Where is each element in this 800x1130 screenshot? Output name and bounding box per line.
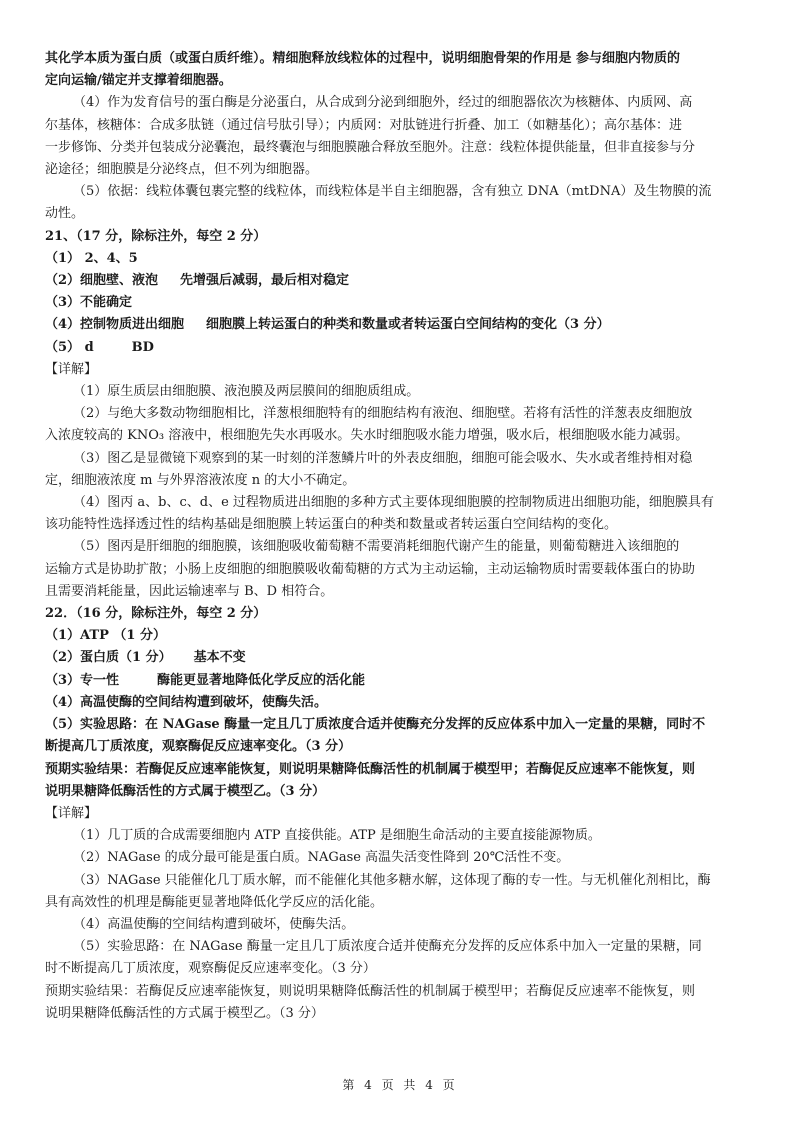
text-line: （2）与绝大多数动物细胞相比，洋葱根细胞特有的细胞结构有液泡、细胞壁。若将有活性的洋葱表皮细胞放 (73, 406, 693, 422)
text-line: 预期实验结果：若酶促反应速率能恢复，则说明果糖降低酶活性的机制属于模型甲；若酶促反应速率不能恢复，则 (45, 761, 696, 777)
answer-segment: 先增强后减弱，最后相对稳定 (180, 273, 350, 289)
text-line (45, 337, 761, 359)
text-line: 22．（16 分，除标注外，每空 2 分） (45, 606, 267, 622)
text-line: 运输方式是协助扩散；小肠上皮细胞的细胞膜吸收葡萄糖的方式为主动运输，主动运输物质时需要载体蛋白的协助 (45, 561, 696, 577)
text-line (45, 314, 761, 336)
text-line: （1）几丁质的合成需要细胞内 ATP 直接供能。ATP 是细胞生命活动的主要直接能源物质。 (73, 828, 601, 844)
text-line: 具有高效性的机理是酶能更显著地降低化学反应的活化能。 (45, 894, 384, 910)
answer-segment: 细胞膜上转运蛋白的种类和数量或者转运蛋白空间结构的变化（3 分） (206, 317, 610, 333)
text-line: 21、（17 分，除标注外，每空 2 分） (45, 228, 267, 244)
answer-page-body (45, 48, 761, 1025)
text-line (45, 670, 761, 692)
text-line: 预期实验结果：若酶促反应速率能恢复，则说明果糖降低酶活性的机制属于模型甲；若酶促反应速率不能恢复，则 (45, 983, 696, 999)
text-line: 一步修饰、分类并包装成分泌囊泡，最终囊泡与细胞膜融合释放至胞外。注意：线粒体提供能量，但非直接参与分 (45, 139, 696, 155)
text-line: （1）ATP （1 分） (45, 628, 166, 644)
text-line: （3）图乙是显微镜下观察到的某一时刻的洋葱鳞片叶的外表皮细胞，细胞可能会吸水、失水或者维持相对稳 (73, 450, 693, 466)
text-line: 动性。 (45, 206, 85, 222)
text-line: （4）高温使酶的空间结构遭到破坏，使酶失活。 (73, 916, 355, 932)
answer-segment: 酶能更显著地降低化学反应的活化能 (157, 672, 366, 688)
answer-segment: （3）专一性 (45, 672, 120, 688)
text-line: （1） 2、4、5 (45, 250, 138, 266)
text-line: 尔基体，核糖体：合成多肽链（通过信号肽引导）；内质网：对肽链进行折叠、加工（如糖基化）；高尔基体：进 (45, 117, 683, 133)
answer-segment: （5） d (45, 339, 94, 355)
text-line: （5）实验思路：在 NAGase 酶量一定且几丁质浓度合适并使酶充分发挥的反应体系中加入一定量的果糖，同 (73, 939, 702, 955)
text-line: （3）NAGase 只能催化几丁质水解，而不能催化其他多糖水解，这体现了酶的专一性。与无机催化剂相比，酶 (73, 872, 711, 888)
text-line: 且需要消耗能量，因此运输速率与 B、D 相符合。 (45, 583, 334, 599)
text-line: 【详解】 (45, 361, 98, 377)
text-line: 泌途径；细胞膜是分泌终点，但不列为细胞器。 (45, 162, 319, 178)
text-line: 入浓度较高的 KNO₃ 溶液中，根细胞先失水再吸水。失水时细胞吸水能力增强，吸水后，根细胞吸水能力减弱。 (45, 428, 689, 444)
text-line: （4）高温使酶的空间结构遭到破坏，使酶失活。 (45, 694, 328, 710)
text-line: （5）实验思路：在 NAGase 酶量一定且几丁质浓度合适并使酶充分发挥的反应体系中加入一定量的果糖，同时不 (45, 717, 706, 733)
text-line: （2）NAGase 的成分最可能是蛋白质。NAGase 高温失活变性降到 20℃活性不变。 (73, 850, 570, 866)
text-line: 断提高几丁质浓度，观察酶促反应速率变化。（3 分） (45, 739, 352, 755)
page-footer: 第 4 页 共 4 页 (342, 1078, 458, 1092)
text-line: （5）依据：线粒体囊包裹完整的线粒体，而线粒体是半自主细胞器，含有独立 DNA（mtDNA）及生物膜的流 (73, 184, 712, 200)
text-line: （1）原生质层由细胞膜、液泡膜及两层膜间的细胞质组成。 (73, 384, 420, 400)
text-line (45, 647, 761, 669)
text-line: （5）图丙是肝细胞的细胞膜，该细胞吸收葡萄糖不需要消耗细胞代谢产生的能量，则葡萄糖进入该细胞的 (73, 539, 680, 555)
answer-segment: （2）蛋白质（1 分） (45, 650, 172, 666)
answer-segment: （2）细胞壁、液泡 (45, 273, 159, 289)
answer-segment: （4）控制物质进出细胞 (45, 317, 185, 333)
text-line: 其化学本质为蛋白质（或蛋白质纤维）。精细胞释放线粒体的过程中，说明细胞骨架的作用是 参与细胞内物质的 (45, 51, 681, 66)
text-line: （4）图丙 a、b、c、d、e 过程物质进出细胞的多种方式主要体现细胞膜的控制物质进出细胞功能，细胞膜具有 (73, 495, 714, 511)
text-line: （4）作为发育信号的蛋白酶是分泌蛋白，从合成到分泌到细胞外，经过的细胞器依次为核糖体、内质网、高 (73, 95, 693, 111)
answer-segment: 基本不变 (193, 650, 246, 666)
text-line: 说明果糖降低酶活性的方式属于模型乙。（3 分） (45, 1005, 324, 1021)
text-line (45, 270, 761, 292)
text-line: 定向运输/锚定并支撑着细胞器。 (45, 73, 232, 89)
text-line: 时不断提高几丁质浓度，观察酶促反应速率变化。（3 分） (45, 961, 376, 977)
text-line: 定，细胞液浓度 m 与外界溶液浓度 n 的大小不确定。 (45, 472, 356, 488)
text-line: 说明果糖降低酶活性的方式属于模型乙。（3 分） (45, 783, 326, 799)
answer-segment: BD (131, 339, 154, 355)
text-line: （3）不能确定 (45, 295, 133, 311)
text-line: 【详解】 (45, 805, 98, 821)
text-line: 该功能特性选择透过性的结构基础是细胞膜上转运蛋白的种类和数量或者转运蛋白空间结构的变化。 (45, 517, 618, 533)
